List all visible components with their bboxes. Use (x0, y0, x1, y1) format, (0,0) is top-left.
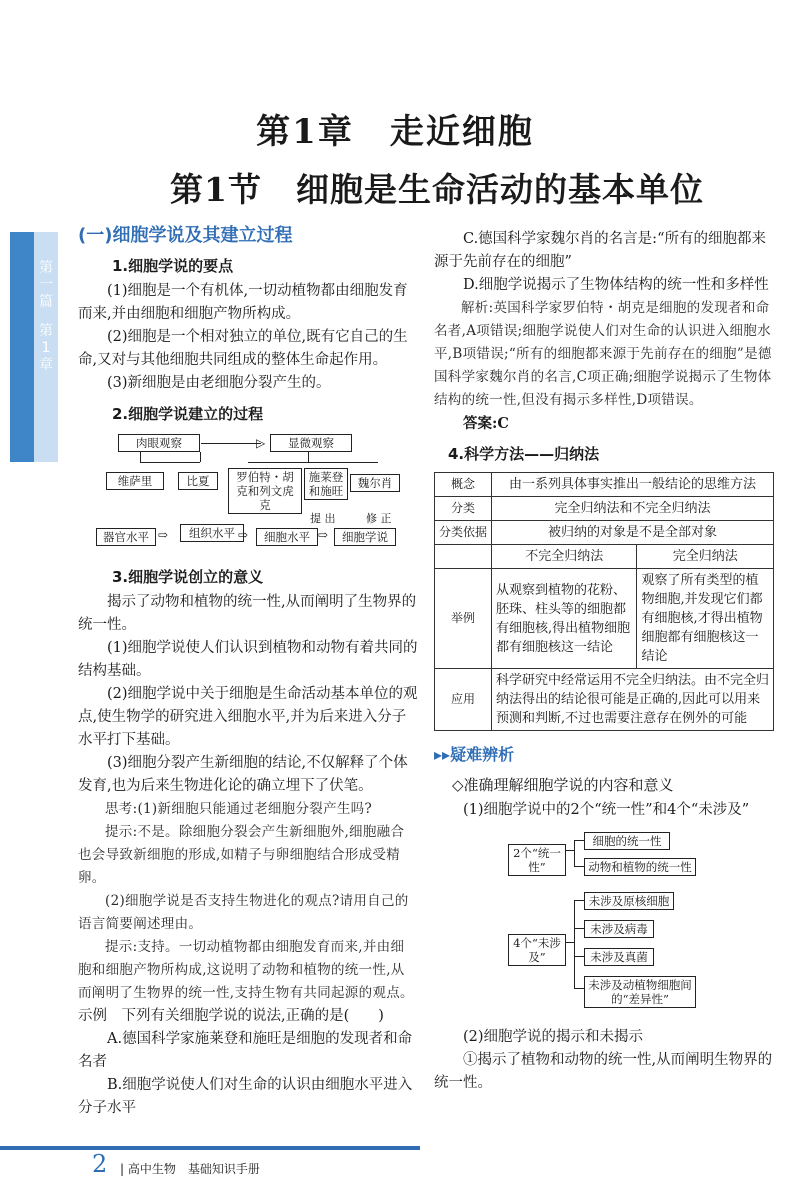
scientist-box: 比夏 (178, 472, 218, 490)
chapter-title: 第1章 走近细胞 (256, 112, 534, 152)
subheading-significance: 3.细胞学说创立的意义 (112, 568, 264, 586)
paragraph: (3)新细胞是由老细胞分裂产生的。 (107, 375, 331, 391)
paragraph: (1)细胞学说使人们认识到植物和动物有着共同的结构基础。 (78, 640, 418, 679)
table-row: 概念 由一系列具体事实推出一般结论的思维方法 (435, 473, 774, 497)
tree-leaf: 未涉及原核细胞 (584, 892, 674, 910)
tree-root: 2个“统一性” (508, 844, 566, 876)
tree-leaf: 未涉及病毒 (584, 920, 654, 938)
flow-box: 显微观察 (270, 434, 352, 452)
paragraph: ①揭示了植物和动物的统一性,从而阐明生物界的统一性。 (434, 1052, 773, 1091)
flow-tag: 提 出 (310, 512, 336, 525)
induction-table (434, 472, 774, 731)
level-box: 细胞水平 (256, 528, 318, 546)
running-footer: | 高中生物 基础知识手册 (120, 1162, 260, 1176)
tree-leaf: 动物和植物的统一性 (584, 858, 696, 876)
paragraph: (2)细胞学说中关于细胞是生命活动基本单位的观点,使生物学的研究进入细胞水平,并为后来进入分子水平打下基础。 (78, 686, 418, 748)
table-row: 应用 科学研究中经常运用不完全归纳法。由不完全归纳法得出的结论很可能是正确的,因此可以用来预测和判断,不过也需要注意存在例外的可能 (435, 669, 774, 731)
section-marker: ▸▸疑难辨析 (434, 745, 515, 764)
level-box: 细胞学说 (334, 528, 396, 546)
section-title: 第1节 细胞是生命活动的基本单位 (170, 170, 704, 209)
chapter-side-tab (10, 232, 58, 462)
table-row: 不完全归纳法 完全归纳法 (435, 545, 774, 569)
answer: 答案:C (463, 415, 509, 432)
analysis: 解析:英国科学家罗伯特・胡克是细胞的发现者和命名者,A项错误;细胞学说使人们对生命的认识进入细胞水平,B项错误;“所有的细胞都来源于先前存在的细胞”是德国科学家魏尔肖的名言,C项正确;细胞学说揭示了生物体结构的统一性,但没有揭示多样性,D项错误。 (434, 300, 772, 408)
tree-root: 4个“未涉及” (508, 934, 566, 966)
heading-cell-theory: (一)细胞学说及其建立过程 (78, 225, 293, 246)
hint: 提示:支持。一切动植物都由细胞发育而来,并由细胞和细胞产物所构成,这说明了动物和植物的统一性,从而阐明了生物界的统一性,支持生物有共同起源的观点。 (78, 939, 414, 1001)
option-d: D.细胞学说揭示了生物体结构的统一性和多样性 (463, 277, 769, 293)
paragraph: (1)细胞是一个有机体,一切动植物都由细胞发育而来,并由细胞和细胞产物所构成。 (78, 283, 408, 322)
footer-rule (0, 1146, 420, 1150)
option-a: A.德国科学家施莱登和施旺是细胞的发现者和命名者 (78, 1031, 413, 1070)
thinking-question: 思考:(1)新细胞只能通过老细胞分裂产生吗? (105, 801, 373, 817)
paragraph: (1)细胞学说中的2个“统一性”和4个“未涉及” (463, 802, 750, 818)
tree-leaf: 细胞的统一性 (584, 832, 670, 850)
paragraph: (2)细胞学说的揭示和未揭示 (463, 1029, 644, 1045)
side-tab-part: 第一篇 (39, 260, 53, 310)
level-box: 组织水平 (180, 524, 244, 542)
side-tab-chapter: 第1章 (39, 323, 53, 373)
tree-leaf: 未涉及动植物细胞间的“差异性” (584, 976, 696, 1008)
page-number: 2 (92, 1150, 108, 1178)
paragraph: (2)细胞是一个相对独立的单位,既有它自己的生命,又对与其他细胞共同组成的整体生命起作用。 (78, 329, 408, 368)
example-question: 示例 下列有关细胞学说的说法,正确的是( ) (78, 1008, 384, 1024)
scientist-box: 魏尔肖 (350, 474, 400, 492)
scientist-box: 罗伯特・胡克和列文虎克 (228, 468, 302, 514)
flow-box: 肉眼观察 (118, 434, 200, 452)
table-row: 分类依据 被归纳的对象是不是全部对象 (435, 521, 774, 545)
process-flowchart: 肉眼观察 ▷ 显微观察 维萨里 比夏 罗伯特・胡克和列文虎克 施莱登和施旺 魏尔肖 器官水平 组织水平 细胞水平 细胞学说 ⇨ ⇨ ⇨ 提 出 修 正 (78, 432, 418, 558)
paragraph: 揭示了动物和植物的统一性,从而阐明了生物界的统一性。 (78, 594, 417, 633)
subheading-understanding: ◇准确理解细胞学说的内容和意义 (452, 776, 674, 794)
left-column (78, 224, 418, 1120)
subheading-process: 2.细胞学说建立的过程 (112, 405, 264, 423)
scientist-box: 施莱登和施旺 (304, 468, 348, 500)
subheading-key-points: 1.细胞学说的要点 (112, 257, 234, 275)
unity-tree-diagram (434, 830, 774, 1018)
table-row: 举例 从观察到植物的花粉、胚珠、柱头等的细胞都有细胞核,得出植物细胞都有细胞核这一结论 观察了所有类型的植物细胞,并发现它们都有细胞核,才得出植物细胞都有细胞核这一结论 (435, 569, 774, 669)
level-box: 器官水平 (96, 528, 156, 546)
option-c: C.德国科学家魏尔肖的名言是:“所有的细胞都来源于先前存在的细胞” (434, 231, 766, 270)
hint: 提示:不是。除细胞分裂会产生新细胞外,细胞融合也会导致新细胞的形成,如精子与卵细胞结合形成受精卵。 (78, 824, 405, 886)
table-row: 分类 完全归纳法和不完全归纳法 (435, 497, 774, 521)
scientist-box: 维萨里 (106, 472, 164, 490)
flow-tag: 修 正 (366, 512, 392, 525)
right-column (434, 228, 774, 1095)
subheading-induction: 4.科学方法——归纳法 (448, 445, 600, 463)
tree-leaf: 未涉及真菌 (584, 948, 654, 966)
option-b: B.细胞学说使人们对生命的认识由细胞水平进入分子水平 (78, 1077, 413, 1116)
thinking-question: (2)细胞学说是否支持生物进化的观点?请用自己的语言简要阐述理由。 (78, 893, 409, 932)
paragraph: (3)细胞分裂产生新细胞的结论,不仅解释了个体发育,也为后来生物进化论的确立埋下了伏笔。 (78, 755, 408, 794)
